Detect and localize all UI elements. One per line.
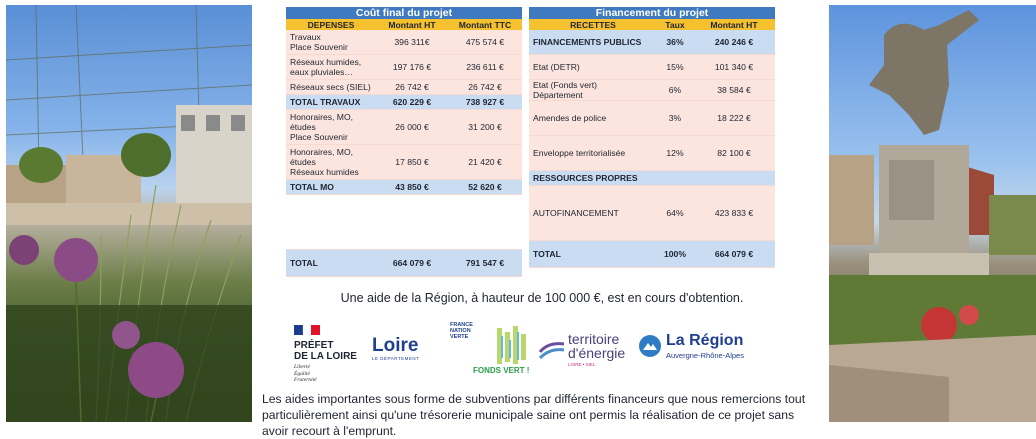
prefet-line2: DE LA LOIRE: [294, 351, 357, 362]
funding-cell-label: Amendes de police: [529, 101, 657, 136]
cost-cell-ht: [376, 195, 448, 250]
cost-cell-label: Réseaux secs (SIEL): [286, 80, 376, 95]
cost-header-0: DEPENSES: [286, 19, 376, 30]
funding-cell-label: Etat (DETR): [529, 55, 657, 80]
funding-row: [529, 241, 775, 268]
funding-cell-label: Etat (Fonds vert) Département: [529, 80, 657, 101]
cost-cell-ht: 43 850 €: [376, 180, 448, 195]
funding-header-1: Taux: [657, 19, 693, 30]
cost-row: [286, 30, 522, 55]
cost-cell-ht: 197 176 €: [376, 55, 448, 80]
cost-cell-ttc: 31 200 €: [448, 110, 522, 145]
funding-cell-label: AUTOFINANCEMENT: [529, 186, 657, 241]
funding-row: [529, 55, 775, 80]
funding-cell-amount: 240 246 €: [693, 30, 775, 55]
cost-cell-ttc: 52 620 €: [448, 180, 522, 195]
cost-row: [286, 195, 522, 250]
cost-row: [286, 180, 522, 195]
funding-cell-label: RESSOURCES PROPRES: [529, 171, 657, 186]
funding-cell-amount: 423 833 €: [693, 186, 775, 241]
funding-cell-label: TOTAL: [529, 241, 657, 268]
fonds-vert-text: FONDS VERT !: [473, 366, 530, 375]
cost-cell-ttc: 21 420 €: [448, 145, 522, 180]
cost-row: [286, 145, 522, 180]
prefet-motto: Liberté Égalité Fraternité: [294, 364, 317, 383]
funding-cell-label: FINANCEMENTS PUBLICS: [529, 30, 657, 55]
funding-cell-rate: 36%: [657, 30, 693, 55]
loire-name: Loire: [372, 335, 419, 356]
cost-cell-ttc: 475 574 €: [448, 30, 522, 55]
garden-photo-art: [6, 5, 252, 422]
cost-cell-ttc: 791 547 €: [448, 250, 522, 277]
cost-cell-ht: 26 000 €: [376, 110, 448, 145]
cost-cell-ttc: 738 927 €: [448, 95, 522, 110]
sponsor-logos: [288, 322, 818, 383]
cost-row: [286, 80, 522, 95]
funding-cell-rate: 15%: [657, 55, 693, 80]
nation-verte-text: FRANCE NATION VERTE: [450, 322, 473, 340]
funding-row: [529, 101, 775, 136]
cost-cell-ttc: [448, 195, 522, 250]
cost-cell-label: Travaux Place Souvenir: [286, 30, 376, 55]
prefet-line1: PRÉFET: [294, 340, 334, 351]
funding-header-2: Montant HT: [693, 19, 775, 30]
cost-header-1: Montant HT: [376, 19, 448, 30]
cost-row: [286, 250, 522, 277]
funding-thanks-text: Les aides importantes sous forme de subventions par différents financeurs que nous remercions tout particulièrement ainsi qu'une trésorerie municipale saine ont permis la réalisation de ce projet sans avoir recourt à l'emprunt.: [262, 392, 806, 438]
region-sub: Auvergne-Rhône-Alpes: [666, 351, 744, 360]
funding-cell-amount: 664 079 €: [693, 241, 775, 268]
energy-wave-icon: [538, 334, 566, 360]
funding-cell-amount: 38 584 €: [693, 80, 775, 101]
funding-cell-amount: [693, 171, 775, 186]
cost-table: [286, 7, 522, 277]
funding-title: Financement du projet: [529, 7, 775, 19]
fonds-vert-logo: [473, 326, 539, 380]
cost-header-2: Montant TTC: [448, 19, 522, 30]
cost-cell-label: TOTAL: [286, 250, 376, 277]
funding-cell-label: Enveloppe territorialisée: [529, 136, 657, 171]
prefet-logo: [294, 322, 366, 384]
funding-table: [529, 7, 775, 268]
cost-cell-label: TOTAL MO: [286, 180, 376, 195]
funding-row: [529, 186, 775, 241]
loire-sub: LE DÉPARTEMENT: [372, 356, 420, 361]
region-mountain-icon: [638, 334, 662, 358]
territoire-line1: territoire: [568, 331, 620, 347]
funding-row: [529, 80, 775, 101]
cost-cell-label: Honoraires, MO, études Place Souvenir: [286, 110, 376, 145]
funding-cell-rate: 64%: [657, 186, 693, 241]
region-aid-announcement: Une aide de la Région, à hauteur de 100 000 €, est en cours d'obtention.: [340, 291, 744, 305]
war-memorial-photo: [829, 5, 1036, 422]
region-name: La Région: [666, 332, 744, 349]
funding-header-0: RECETTES: [529, 19, 657, 30]
cost-row: [286, 95, 522, 110]
funding-cell-rate: [657, 171, 693, 186]
cost-cell-ttc: 236 611 €: [448, 55, 522, 80]
funding-cell-rate: 12%: [657, 136, 693, 171]
cost-cell-ht: 620 229 €: [376, 95, 448, 110]
cost-cell-ttc: 26 742 €: [448, 80, 522, 95]
funding-row: [529, 136, 775, 171]
cost-cell-ht: 396 311€: [376, 30, 448, 55]
cost-cell-ht: 17 850 €: [376, 145, 448, 180]
funding-cell-rate: 100%: [657, 241, 693, 268]
war-memorial-photo-art: [829, 5, 1036, 422]
funding-row: [529, 30, 775, 55]
cost-cell-label: Honoraires, MO, études Réseaux humides: [286, 145, 376, 180]
territoire-sub: LOIRE • SIEL: [568, 362, 596, 367]
garden-photo: [6, 5, 252, 422]
cost-cell-ht: 26 742 €: [376, 80, 448, 95]
territoire-line2: d'énergie: [568, 345, 626, 361]
cost-cell-ht: 664 079 €: [376, 250, 448, 277]
cost-cell-label: Réseaux humides, eaux pluviales…: [286, 55, 376, 80]
cost-row: [286, 55, 522, 80]
funding-cell-amount: 82 100 €: [693, 136, 775, 171]
funding-cell-rate: 3%: [657, 101, 693, 136]
cost-cell-label: [286, 195, 376, 250]
cost-title: Coût final du projet: [286, 7, 522, 19]
funding-cell-amount: 101 340 €: [693, 55, 775, 80]
cost-cell-label: TOTAL TRAVAUX: [286, 95, 376, 110]
funding-row: [529, 171, 775, 186]
funding-cell-rate: 6%: [657, 80, 693, 101]
cost-row: [286, 110, 522, 145]
french-flag-icon: [294, 325, 320, 335]
loire-logo: [372, 336, 419, 361]
funding-cell-amount: 18 222 €: [693, 101, 775, 136]
